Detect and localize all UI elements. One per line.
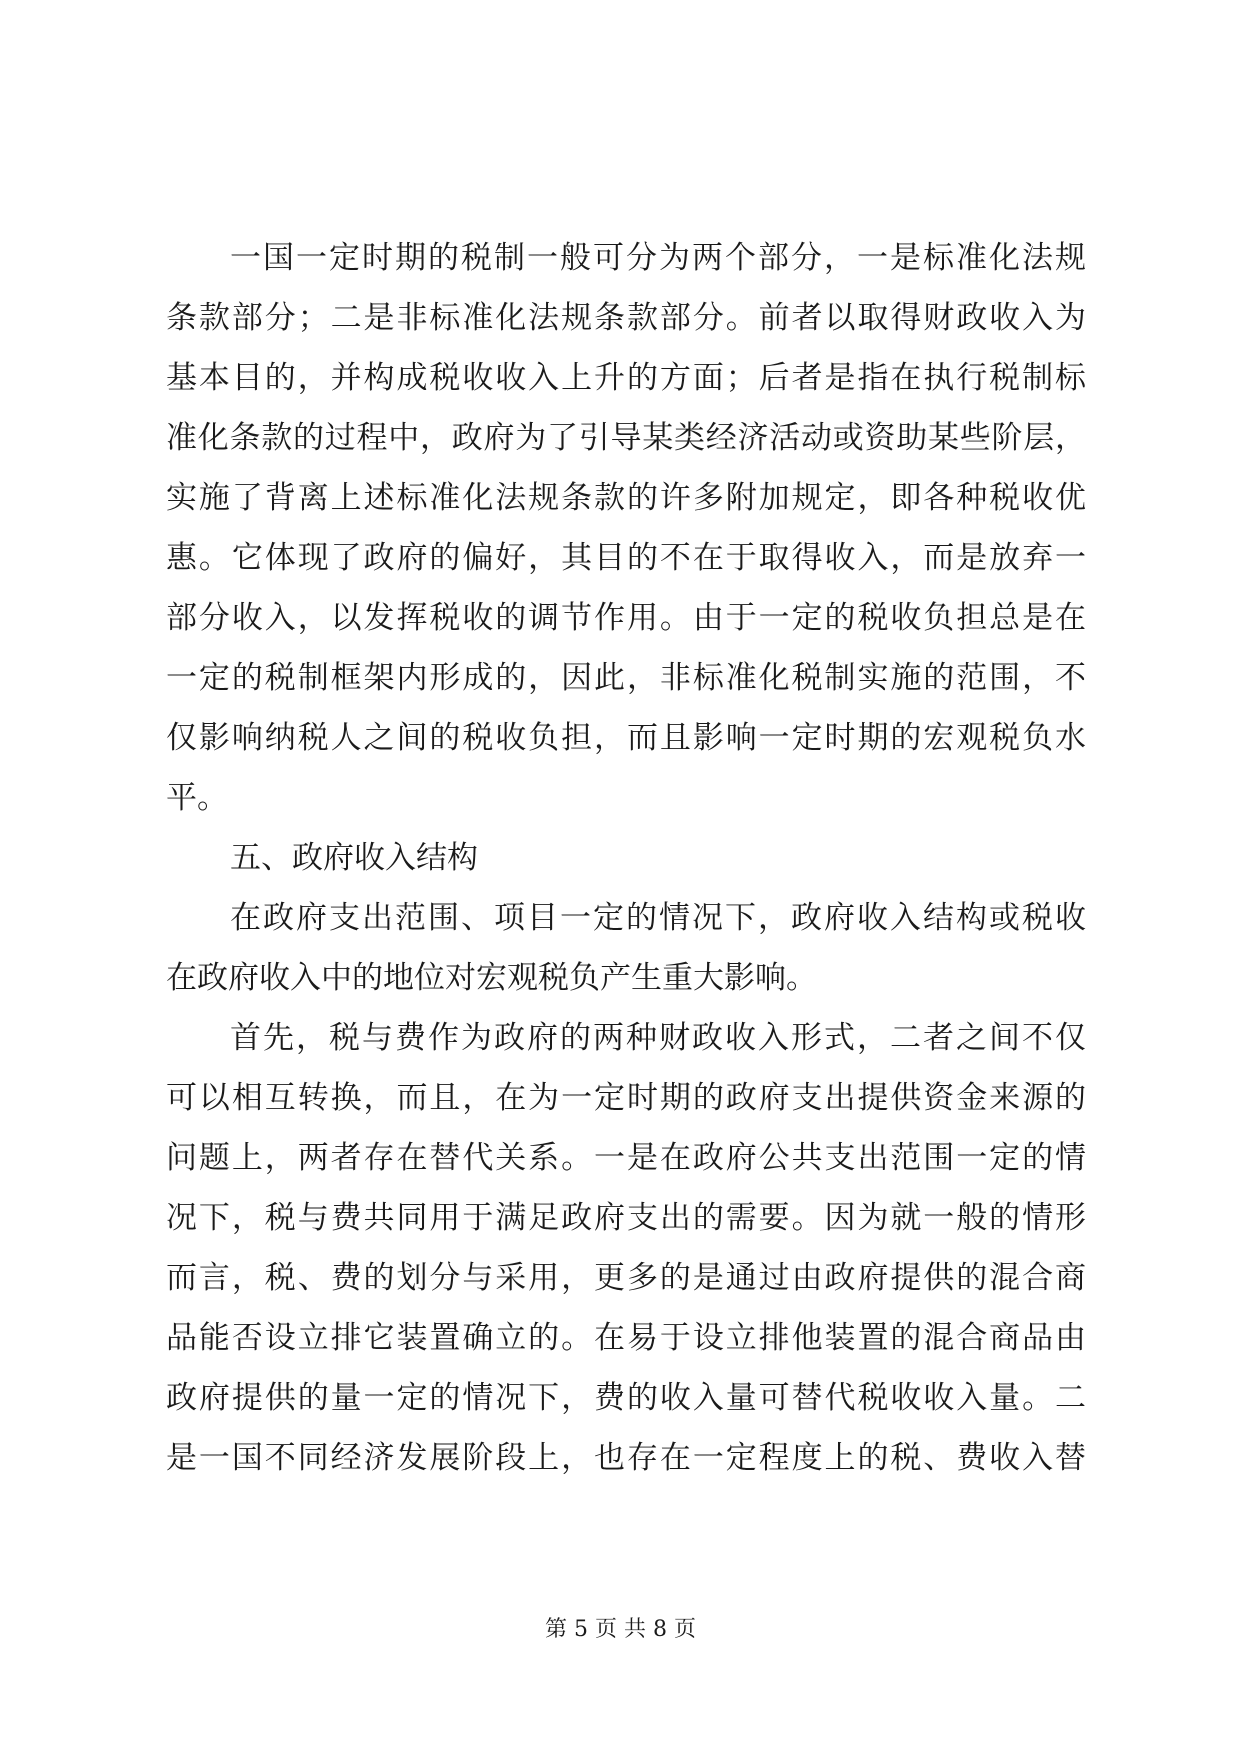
text-line: 条款部分；二是非标准化法规条款部分。前者以取得财政收入为 — [166, 300, 1086, 336]
body-text — [166, 228, 1086, 1488]
text-line: 是一国不同经济发展阶段上，也存在一定程度上的税、费收入替 — [166, 1440, 1086, 1476]
text-line: 政府提供的量一定的情况下，费的收入量可替代税收收入量。二 — [166, 1380, 1086, 1416]
text-line: 可以相互转换，而且，在为一定时期的政府支出提供资金来源的 — [166, 1080, 1086, 1116]
text-line: 一定的税制框架内形成的，因此，非标准化税制实施的范围，不 — [166, 660, 1086, 696]
text-line: 部分收入，以发挥税收的调节作用。由于一定的税收负担总是在 — [166, 600, 1086, 636]
text-line: 一国一定时期的税制一般可分为两个部分，一是标准化法规 — [230, 240, 1086, 276]
text-line: 准化条款的过程中，政府为了引导某类经济活动或资助某些阶层， — [166, 420, 1086, 456]
text-line: 而言，税、费的划分与采用，更多的是通过由政府提供的混合商 — [166, 1260, 1086, 1296]
text-line: 问题上，两者存在替代关系。一是在政府公共支出范围一定的情 — [166, 1140, 1086, 1176]
text-line: 实施了背离上述标准化法规条款的许多附加规定，即各种税收优 — [166, 480, 1086, 516]
text-line: 首先，税与费作为政府的两种财政收入形式，二者之间不仅 — [230, 1020, 1086, 1056]
text-line: 品能否设立排它装置确立的。在易于设立排他装置的混合商品由 — [166, 1320, 1086, 1356]
text-line: 惠。它体现了政府的偏好，其目的不在于取得收入，而是放弃一 — [166, 540, 1086, 576]
text-line: 仅影响纳税人之间的税收负担，而且影响一定时期的宏观税负水 — [166, 720, 1086, 756]
page-footer: 第 5 页 共 8 页 — [545, 1617, 696, 1642]
text-line: 在政府收入中的地位对宏观税负产生重大影响。 — [166, 960, 817, 996]
text-line: 基本目的，并构成税收收入上升的方面；后者是指在执行税制标 — [166, 360, 1086, 396]
text-line: 五、政府收入结构 — [230, 840, 478, 876]
text-line: 在政府支出范围、项目一定的情况下，政府收入结构或税收 — [230, 900, 1086, 936]
text-line: 况下，税与费共同用于满足政府支出的需要。因为就一般的情形 — [166, 1200, 1086, 1236]
text-line: 平。 — [166, 780, 228, 816]
